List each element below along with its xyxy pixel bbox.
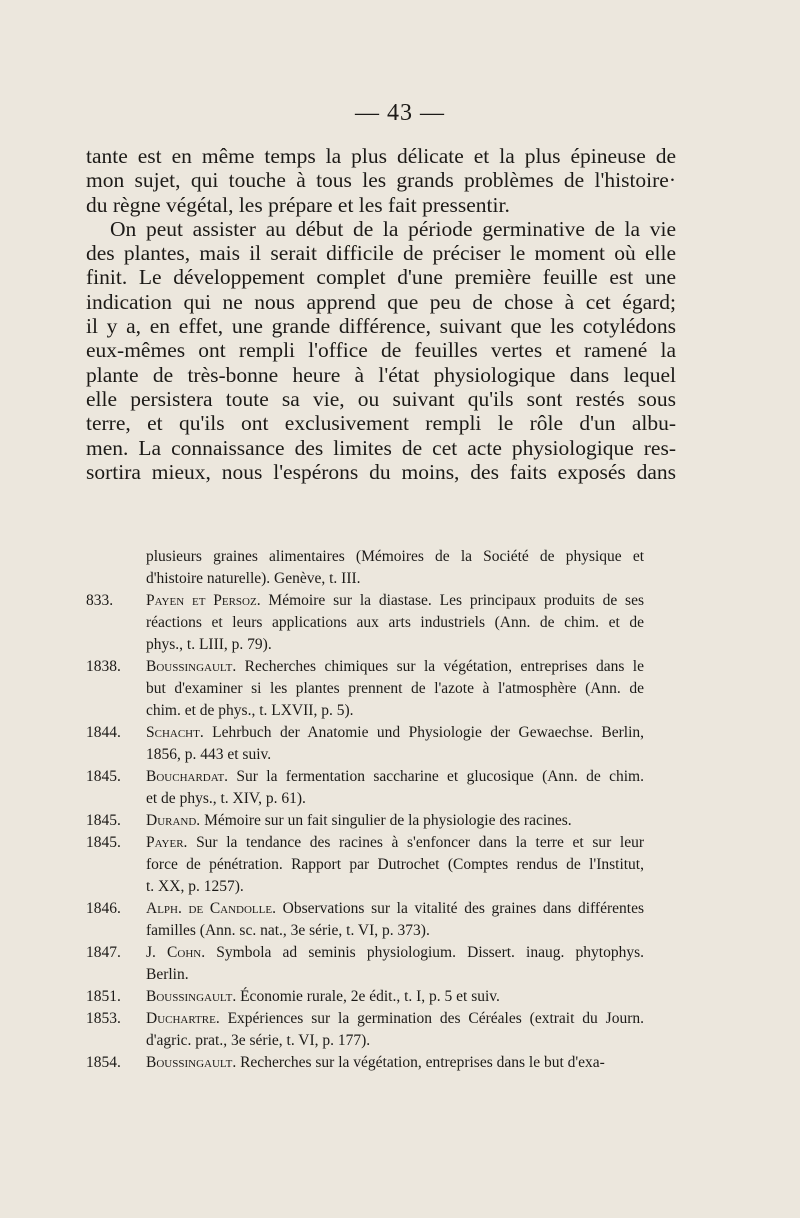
entry-year: 1846. [86, 900, 121, 917]
entry-line: 1856, p. 443 et suiv. [146, 746, 272, 763]
entry-line [86, 590, 644, 612]
entry-year: 1845. [86, 812, 121, 829]
entry-line: plusieurs graines alimentaires (Mémoires de la Société de physique et [146, 548, 644, 565]
entry-year: 1838. [86, 658, 121, 675]
entry-year: 1851. [86, 988, 121, 1005]
entry-line [86, 1052, 644, 1074]
body-line: mon sujet, qui touche à tous les grands problèmes de l'histoire· [86, 168, 676, 193]
entry-line: t. XX, p. 1257). [146, 878, 244, 895]
body-line: du règne végétal, les prépare et les fait pressentir. [86, 192, 510, 217]
bibliography-entry [86, 986, 644, 1008]
bibliography-entry [86, 766, 644, 810]
entry-author: Bouchardat. [146, 768, 237, 785]
entry-author: Durand. [146, 812, 205, 829]
entry-author: J. Cohn. [146, 944, 217, 961]
entry-line [86, 722, 644, 744]
entry-text: Observations sur la vitalité des graines dans différentes [282, 900, 644, 917]
entry-author: Schacht. [146, 724, 213, 741]
entry-line: Berlin. [146, 966, 189, 983]
body-line: tante est en même temps la plus délicate et la plus épineuse de [86, 144, 676, 168]
entry-line [86, 898, 644, 920]
entry-line: réactions et leurs applications aux arts industriels (Ann. de chim. et de [146, 614, 644, 631]
entry-author: Duchartre. [146, 1010, 228, 1027]
entry-line: but d'examiner si les plantes prennent de l'azote à l'atmosphère (Ann. de [146, 680, 644, 697]
bibliography-entry [86, 722, 644, 766]
body-line: terre, et qu'ils ont exclusivement rempli le rôle d'un albu- [86, 411, 676, 436]
entry-text: Symbola ad seminis physiologium. Dissert. inaug. phytophys. [216, 944, 644, 961]
body-line: il y a, en effet, une grande différence, suivant que les cotylédons [86, 314, 676, 339]
body-text [86, 144, 676, 484]
entry-text: Sur la fermentation saccharine et glucosique (Ann. de chim. [236, 768, 644, 785]
entry-author: Payen et Persoz. [146, 592, 269, 609]
bibliography-entry [86, 832, 644, 898]
entry-line: d'agric. prat., 3e série, t. VI, p. 177). [146, 1032, 371, 1049]
body-line: sortira mieux, nous l'espérons du moins, des faits exposés dans [86, 459, 676, 484]
bibliography-entry [86, 810, 644, 832]
entry-text: Lehrbuch der Anatomie und Physiologie der Gewaechse. Berlin, [212, 724, 644, 741]
entry-line [86, 832, 644, 854]
bibliography-entry [86, 1008, 644, 1052]
page-number: — 43 — [355, 100, 445, 126]
entry-year: 1854. [86, 1054, 121, 1071]
body-line: men. La connaissance des limites de cet acte physiologique res- [86, 435, 676, 460]
entry-line [86, 810, 644, 832]
body-line: elle persistera toute sa vie, ou suivant qu'ils sont restés sous [86, 386, 676, 411]
entry-author: Boussingault. [146, 658, 245, 675]
bibliography-entry [86, 590, 644, 656]
body-line: indication qui ne nous apprend que peu de chose à cet égard; [86, 289, 676, 314]
body-line: des plantes, mais il serait difficile de préciser le moment où elle [86, 241, 676, 266]
entry-year: 1845. [86, 834, 121, 851]
entry-author: Payer. [146, 834, 197, 851]
entry-line [86, 942, 644, 964]
entry-line [86, 766, 644, 788]
entry-year: 833. [86, 592, 114, 609]
bibliography-entry [86, 656, 644, 722]
entry-year: 1844. [86, 724, 121, 741]
bibliography-entry [86, 942, 644, 986]
entry-author: Alph. de Candolle. [146, 900, 283, 917]
entry-text: Expériences sur la germination des Céréales (extrait du Journ. [227, 1010, 644, 1027]
bibliography-entry [86, 1052, 644, 1074]
entry-text: Économie rurale, 2e édit., t. I, p. 5 et suiv. [240, 988, 500, 1005]
entry-year: 1853. [86, 1010, 121, 1027]
entry-line: phys., t. LIII, p. 79). [146, 636, 272, 653]
bibliography-entry [86, 546, 644, 590]
entry-author: Boussingault. [146, 988, 241, 1005]
entry-line: d'histoire naturelle). Genève, t. III. [146, 570, 361, 587]
body-line: plante de très-bonne heure à l'état physiologique dans lequel [86, 362, 676, 387]
entry-year: 1845. [86, 768, 121, 785]
entry-text: Recherches sur la végétation, entreprises dans le but d'exa- [240, 1054, 605, 1071]
body-line: finit. Le développement complet d'une première feuille est une [86, 265, 676, 290]
entry-text: Sur la tendance des racines à s'enfoncer dans la terre et sur leur [196, 834, 644, 851]
entry-line: familles (Ann. sc. nat., 3e série, t. VI, p. 373). [146, 922, 430, 939]
entry-text: Mémoire sur la diastase. Les principaux produits de ses [268, 592, 644, 609]
bibliography-list [86, 546, 644, 1074]
entry-line: chim. et de phys., t. LXVII, p. 5). [146, 702, 354, 719]
entry-line [86, 656, 644, 678]
entry-text: Recherches chimiques sur la végétation, entreprises dans le [244, 658, 644, 675]
entry-line: et de phys., t. XIV, p. 61). [146, 790, 306, 807]
body-line: eux-mêmes ont rempli l'office de feuilles vertes et ramené la [86, 338, 676, 363]
entry-line: force de pénétration. Rapport par Dutrochet (Comptes rendus de l'Institut, [146, 856, 644, 873]
body-line: On peut assister au début de la période germinative de la vie [110, 216, 676, 241]
entry-text: Mémoire sur un fait singulier de la physiologie des racines. [204, 812, 572, 829]
entry-year: 1847. [86, 944, 121, 961]
bibliography-entry [86, 898, 644, 942]
entry-line [86, 1008, 644, 1030]
entry-author: Boussingault. [146, 1054, 241, 1071]
entry-line [86, 986, 644, 1008]
